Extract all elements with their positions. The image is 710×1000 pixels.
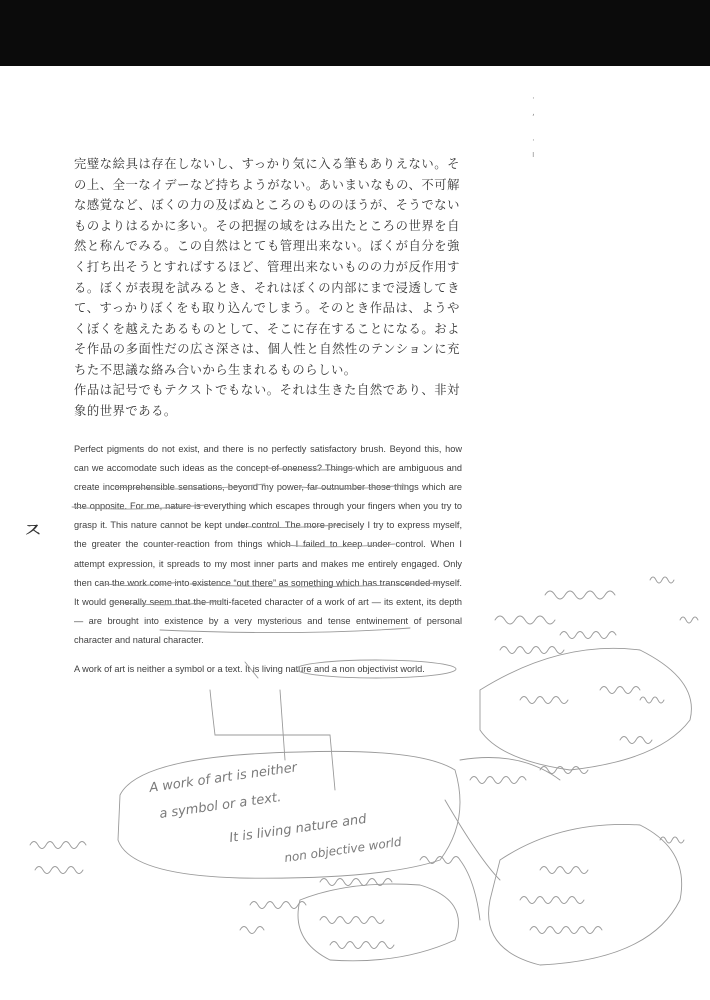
japanese-paragraph-2: 作品は記号でもテクストでもない。それは生きた自然であり、非対象的世界である。	[74, 383, 460, 418]
handwritten-line-3: It is living nature and	[228, 811, 368, 846]
english-paragraph-2: A work of art is neither a symbol or a text. It is living nature and a non objectivist world.	[74, 664, 425, 674]
scan-top-edge	[0, 0, 710, 66]
margin-pencil-mark: ㅈ	[22, 519, 44, 544]
english-paragraph-1: Perfect pigments do not exist, and there is no perfectly satisfactory brush. Beyond this, how can we accomodate such ideas as the concept of oneness? Things which are ambiguous and create incomprehensible sensations, beyond my power, far outnumber those things which are the opposite. For me, nature is everything which escapes through your fingers when you try to grasp it. This nature cannot be kept under control. The more precisely I try to express myself, the greater the counter-reaction from things which I failed to keep under control. When I attempt expression, it spreads to my most inner parts and makes me entirely engaged. Only then can the work come into existence “out there” as something which has transcended myself. It would generally seem that the multi-faceted character of a work of art — its extent, its depth — are brought into existence by a very mysterious and tense entwinement of personal character and natural character.	[74, 444, 462, 645]
handwritten-line-4: non objective world	[283, 834, 403, 865]
handwritten-line-1: A work of art is neither	[148, 760, 298, 796]
handwritten-line-2: a symbol or a text.	[158, 790, 283, 822]
japanese-paragraph-1: 完璧な絵具は存在しないし、すっかり気に入る筆もありえない。その上、全一なイデーなど持ちようがない。あいまいなもの、不可解な感覚など、ぼくの力の及ばぬところのもののほうが、そうでないものよりはるかに多い。その把握の域をはみ出たところの世界を自然と称んでみる。この自然はとても管理出来ない。ぼくが自分を強く打ち出そうとすればするほど、管理出来ないものの力が反作用する。ぼくが表現を試みるとき、それはぼくの内部にまで浸透してきて、すっかりぼくをも取り込んでしまう。そのとき作品は、ようやくぼくを越えたあるものとして、そこに存在することになる。およそ作品の多面性だの広さ深さは、個人性と自然性のテンションに充ちた不思議な絡み合いから生まれるものらしい。	[74, 157, 460, 377]
corner-pencil-marks: · , · ı	[532, 94, 535, 160]
